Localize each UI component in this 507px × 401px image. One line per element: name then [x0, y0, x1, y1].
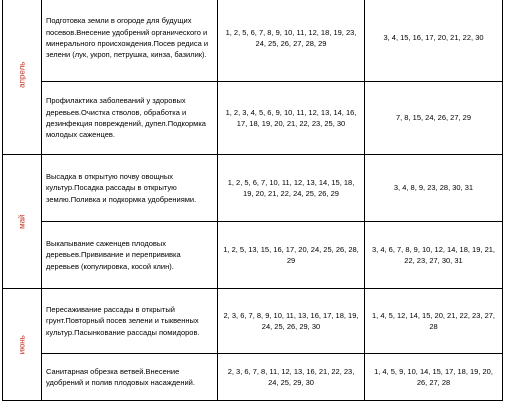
month-label-april: апрель: [17, 61, 27, 88]
month-cell-june: [3, 289, 42, 401]
unfavorable-days-cell: 3, 4, 6, 7, 8, 9, 10, 12, 14, 18, 19, 21, 22, 23, 27, 30, 31: [365, 222, 503, 289]
unfavorable-days-cell: 3, 4, 8, 9, 23, 28, 30, 31: [365, 155, 503, 222]
planting-calendar-table: [2, 0, 503, 401]
month-label-may: май: [17, 214, 27, 229]
month-cell-april: [3, 0, 42, 155]
work-description-cell: Высадка в открытую почву овощных культур.Посадка рассады в открытую землю.Поливка и подкормка удобрениями.: [42, 155, 218, 222]
table-row: [3, 155, 503, 222]
work-description-cell: Профилактика заболеваний у здоровых деревьев.Очистка стволов, обработка и дезинфекция повреждений, дупел.Подкормка молодых саженцев.: [42, 82, 218, 155]
table-row: [3, 82, 503, 155]
table-row: [3, 222, 503, 289]
table-row: [3, 354, 503, 401]
table-row: [3, 0, 503, 82]
unfavorable-days-cell: 7, 8, 15, 24, 26, 27, 29: [365, 82, 503, 155]
favorable-days-cell: 1, 2, 5, 13, 15, 16, 17, 20, 24, 25, 26, 28, 29: [218, 222, 365, 289]
work-description-cell: Пересаживание рассады в открытый грунт.Повторный посев зелени и тыквенных культур.Пасынкование рассады помидоров.: [42, 289, 218, 354]
favorable-days-cell: 2, 3, 6, 7, 8, 11, 12, 13, 16, 21, 22, 23, 24, 25, 29, 30: [218, 354, 365, 401]
unfavorable-days-cell: 1, 4, 5, 12, 14, 15, 20, 21, 22, 23, 27, 28: [365, 289, 503, 354]
table-row: [3, 289, 503, 354]
month-cell-may: [3, 155, 42, 289]
month-label-june: июнь: [17, 334, 27, 355]
favorable-days-cell: 1, 2, 5, 6, 7, 8, 9, 10, 11, 12, 18, 19, 23, 24, 25, 26, 27, 28, 29: [218, 0, 365, 82]
work-description-cell: Выкапывание саженцев плодовых деревьев.Прививание и перепрививка деревьев (копулировка, косой клин).: [42, 222, 218, 289]
work-description-cell: Санитарная обрезка ветвей.Внесение удобрений и полив плодовых насаждений.: [42, 354, 218, 401]
work-description-cell: Подготовка земли в огороде для будущих посевов.Внесение удобрений органического и минерального происхождения.Посев редиса и зелени (лук, укроп, петрушка, кинза, базилик).: [42, 0, 218, 82]
unfavorable-days-cell: 1, 4, 5, 9, 10, 14, 15, 17, 18, 19, 20, 26, 27, 28: [365, 354, 503, 401]
unfavorable-days-cell: 3, 4, 15, 16, 17, 20, 21, 22, 30: [365, 0, 503, 82]
favorable-days-cell: 1, 2, 3, 4, 5, 6, 9, 10, 11, 12, 13, 14, 16, 17, 18, 19, 20, 21, 22, 23, 25, 30: [218, 82, 365, 155]
favorable-days-cell: 2, 3, 6, 7, 8, 9, 10, 11, 13, 16, 17, 18, 19, 24, 25, 26, 29, 30: [218, 289, 365, 354]
favorable-days-cell: 1, 2, 5, 6, 7, 10, 11, 12, 13, 14, 15, 18, 19, 20, 21, 22, 24, 25, 26, 29: [218, 155, 365, 222]
